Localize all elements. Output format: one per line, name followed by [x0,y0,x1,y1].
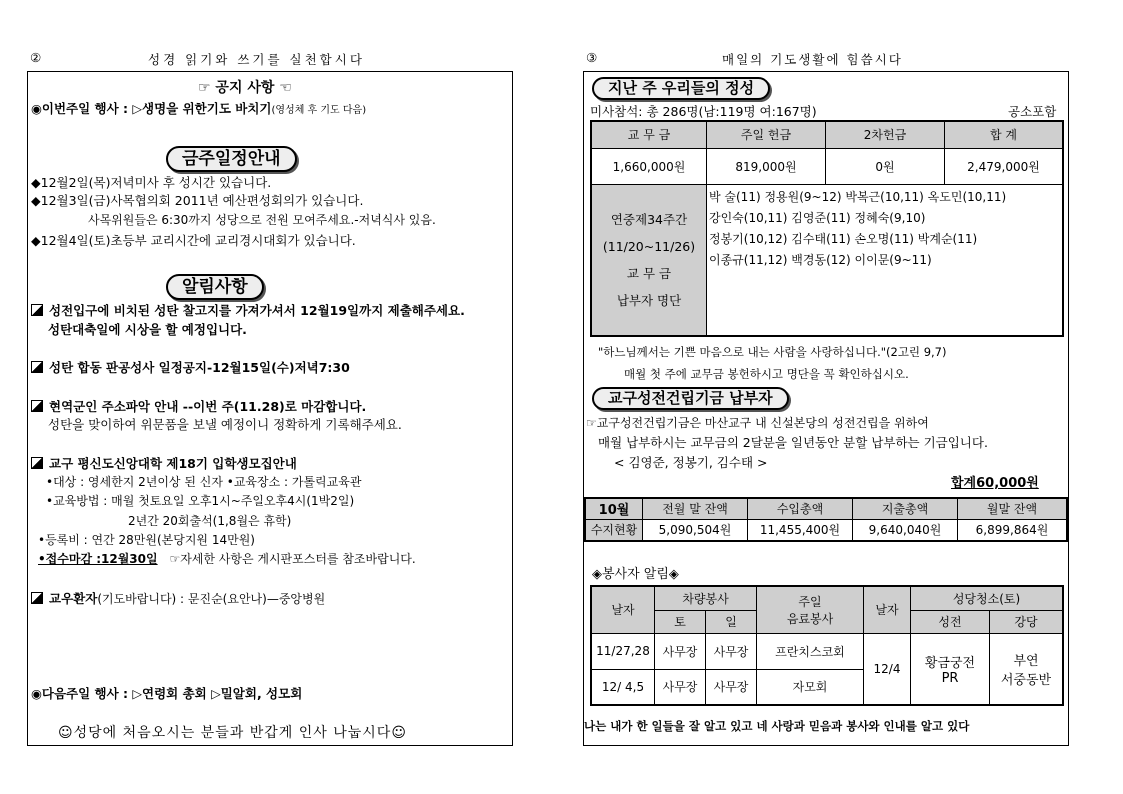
building-title: 교구성전건립기금 납부자 [592,387,789,410]
finance-table [584,497,1068,542]
right-panel [583,71,1069,746]
donor-label: 연중제34주간 (11/20~11/26) 교 무 금 납부자 명단 [591,184,707,336]
schedule-item-note: 사목위원들은 6:30까지 성당으로 전원 모여주세요.-저녁식사 있음. [88,213,436,227]
announcement-title: 교우환자(기도바랍니다) : 문진순(요안나)—중앙병원 [31,589,325,607]
offering-value: 0원 [826,148,945,184]
volunteer-cell: 사무장 [706,633,757,669]
checkbox-icon [31,400,43,412]
announcement-title: 성탄 합동 판공성사 일정공지-12월15일(수)저녁7:30 [31,358,350,376]
left-page-number: ② [30,50,42,65]
finance-value: 5,090,504원 [643,519,748,541]
building-title-badge [592,387,789,410]
announce-title: 알림사항 [166,274,264,300]
offering-reminder: 매월 첫 주에 교무금 봉헌하시고 명단을 꼭 확인하십시오. [624,367,909,381]
clean-sanctuary: 황금궁전 PR [911,633,990,705]
volunteer-header: 일 [706,610,757,633]
volunteer-header: 차량봉사 [655,586,757,610]
offering-header: 교 무 금 [591,121,707,148]
volunteer-header: 토 [655,610,706,633]
volunteer-header: 주일 음료봉사 [757,586,864,633]
finance-value: 6,899,864원 [958,519,1068,541]
offering-title: 지난 주 우리들의 정성 [592,77,770,100]
volunteer-header: 날자 [864,586,911,633]
finance-header: 월말 잔액 [958,498,1068,519]
this-week-event: ◉이번주일 행사 : ▷생명을 위한기도 바치기(영성체 후 기도 다음) [31,101,367,116]
right-page-number: ③ [586,50,598,65]
schedule-title: 금주일정안내 [166,146,297,172]
announcement-line: 성탄대축일에 시상을 할 예정입니다. [48,322,247,337]
announcement-title: 현역군인 주소파악 안내 --이번 주(11.28)로 마감합니다. [31,397,366,415]
checkbox-icon [31,304,43,316]
offering-value: 1,660,000원 [591,148,707,184]
left-footer: ☺성당에 처음오시는 분들과 반갑게 인사 나눕시다☺ [58,725,407,741]
announcement-line: •접수마감 :12월30일 ☞자세한 사항은 게시판포스터를 참조바랍니다. [38,552,416,566]
building-desc: ☞교구성전건립기금은 마산교구 내 신설본당의 성전건립을 위하여 [586,416,929,430]
offering-value: 819,000원 [707,148,826,184]
offering-table [590,120,1064,337]
volunteer-header: 날자 [591,586,655,633]
finance-month: 10월 [585,498,643,519]
notice-title: ☞ 공지 사항 ☜ [198,80,292,96]
left-panel [27,71,513,746]
volunteer-date: 11/27,28 [591,633,655,669]
schedule-item: ◆12월3일(금)사목협의회 2011년 예산편성회의가 있습니다. [31,193,364,208]
scripture-quote: "하느님께서는 기쁜 마음으로 내는 사람을 사랑하십니다."(2고린 9,7) [598,345,947,359]
announce-title-badge [166,274,264,300]
right-page-header: 매일의 기도생활에 힘씁시다 [722,52,903,67]
announcement-title: 성전입구에 비치된 성탄 찰고지를 가져가셔서 12월19일까지 제출해주세요. [31,301,465,319]
checkbox-icon [31,361,43,373]
offering-header: 합 계 [945,121,1064,148]
volunteer-cell: 프란치스코회 [757,633,864,669]
left-page-header: 성경 읽기와 쓰기를 실천합시다 [148,52,365,67]
registration-deadline: •접수마감 :12월30일 [38,552,158,566]
checkbox-icon [31,592,43,604]
announcement-line: •대상 : 영세한지 2년이상 된 신자 •교육장소 : 가톨릭교육관 [46,475,362,489]
announcement-title: 교구 평신도신앙대학 제18기 입학생모집안내 [31,454,297,472]
offering-header: 주일 헌금 [707,121,826,148]
checkbox-icon [31,457,43,469]
offering-value: 2,479,000원 [945,148,1064,184]
finance-value: 9,640,040원 [853,519,958,541]
schedule-item: ◆12월4일(토)초등부 교리시간에 교리경시대회가 있습니다. [31,233,356,248]
attendance-note: 공소포함 [1008,104,1057,119]
volunteer-cell: 사무장 [655,633,706,669]
volunteer-cell: 사무장 [706,669,757,705]
finance-sub-label: 수지현황 [585,519,643,541]
building-desc: 매월 납부하시는 교무금의 2달분을 일년동안 분할 납부하는 기금입니다. [598,435,988,450]
finance-value: 11,455,400원 [748,519,853,541]
offering-title-badge [592,77,770,100]
schedule-title-badge [166,146,297,172]
announcement-line: •등록비 : 연간 28만원(본당지원 14만원) [38,533,255,547]
building-total: 합계60,000원 [951,476,1039,491]
schedule-item: ◆12월2일(목)저녁미사 후 성시간 있습니다. [31,175,272,190]
building-donors: < 김영준, 정봉기, 김수태 > [614,455,768,470]
donor-list: 박 술(11) 정용원(9~12) 박복근(10,11) 옥도민(10,11) 강인숙(10,11) 김영준(11) 정혜숙(9,10) 정봉기(10,12) 김수태(11) 손오명(11) 박계순(11) 이종규(11,12) 백경동(12) 이이문(9~11) [707,184,1064,336]
volunteer-cell: 자모회 [757,669,864,705]
right-footer: 나는 내가 한 일들을 잘 알고 있고 네 사랑과 믿음과 봉사와 인내를 알고 있다 [584,719,970,733]
volunteer-date: 12/ 4,5 [591,669,655,705]
volunteer-table [590,585,1064,706]
finance-header: 지출총액 [853,498,958,519]
offering-header: 2차헌금 [826,121,945,148]
clean-hall: 부연 서중동반 [990,633,1064,705]
finance-header: 수입총액 [748,498,853,519]
announcement-line: •교육방법 : 매월 첫토요일 오후1시~주일오후4시(1박2일) [46,494,355,508]
volunteer-cell: 사무장 [655,669,706,705]
attendance: 미사참석: 총 286명(남:119명 여:167명) [590,104,817,119]
volunteer-header: 성전 [911,610,990,633]
next-week-event: ◉다음주일 행사 : ▷연령회 총회 ▷밀알회, 성모회 [31,686,303,701]
volunteer-header: 강당 [990,610,1064,633]
announcement-line: 2년간 20회출석(1,8월은 휴학) [128,514,292,528]
finance-header: 전월 말 잔액 [643,498,748,519]
announcement-line: 성탄을 맞이하여 위문품을 보낼 예정이니 정확하게 기록해주세요. [48,417,402,432]
volunteer-header: 성당청소(토) [911,586,1064,610]
clean-date: 12/4 [864,633,911,705]
volunteer-title: ◈봉사자 알림◈ [592,567,679,582]
